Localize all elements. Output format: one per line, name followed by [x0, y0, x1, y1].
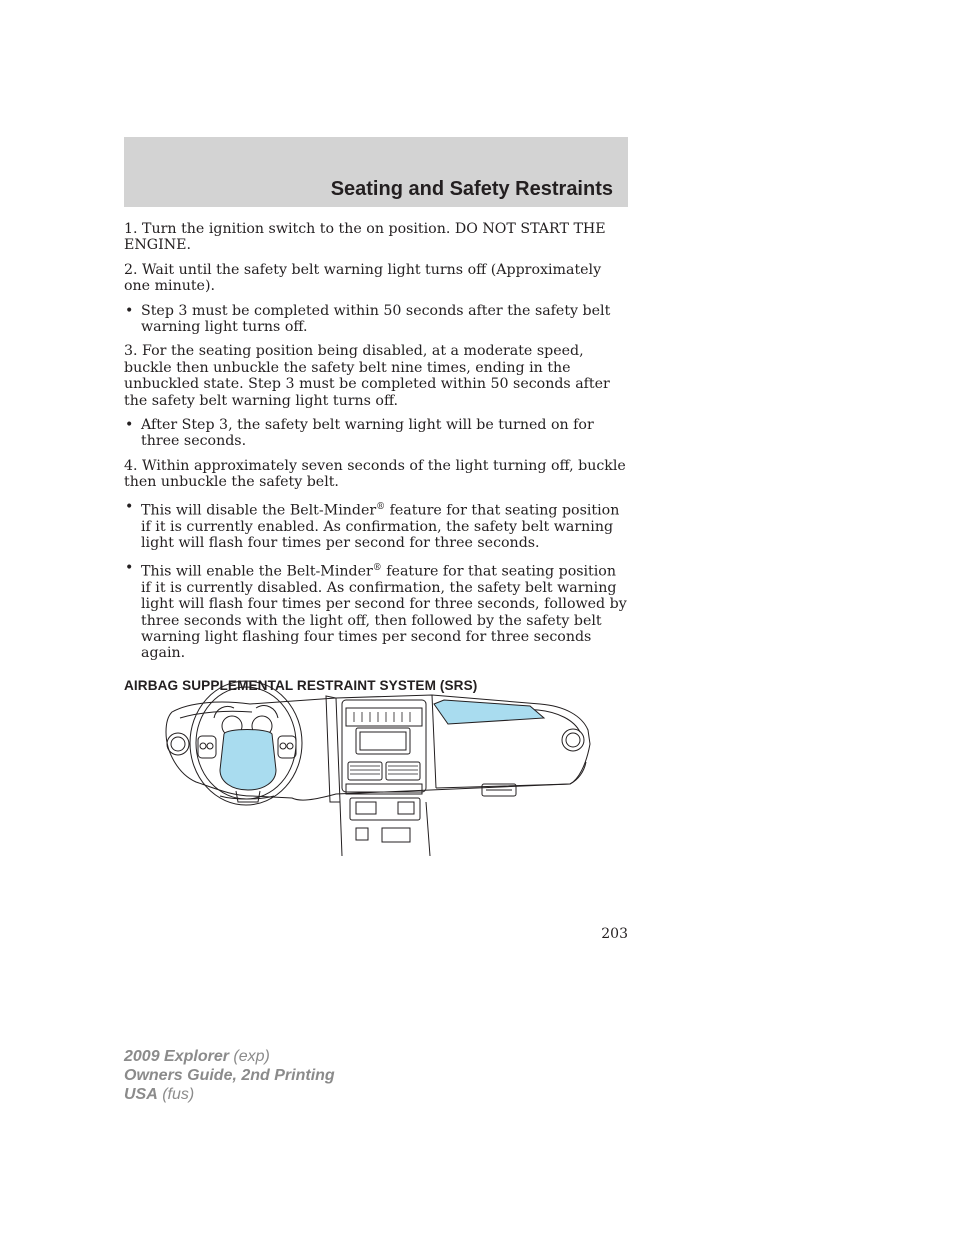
bullet-item — [124, 417, 630, 450]
step-4-paragraph: 4. Within approximately seven seconds of the light turning off, buckle then unbuckle the safety belt. — [124, 457, 626, 491]
bullet-text-pre: This will enable the Belt-Minder — [141, 563, 373, 580]
page-number: 203 — [601, 926, 628, 942]
step-2-paragraph: 2. Wait until the safety belt warning light turns off (Approximately one minute). — [124, 261, 602, 295]
footer — [124, 1047, 335, 1104]
bullet-text-pre: This will disable the Belt-Minder — [141, 502, 377, 519]
footer-model: 2009 Explorer — [124, 1048, 229, 1065]
bullet-glyph: • — [125, 498, 134, 515]
bullet-glyph: • — [125, 417, 134, 434]
body-content — [124, 221, 630, 694]
step-3-paragraph: 3. For the seating position being disabled, at a moderate speed, buckle then unbuckle the safety belt nine times, ending in the unbuckled state. Step 3 must be completed within 50 seconds after the safety belt warning light turns off. — [124, 343, 610, 409]
bullet-text-post: feature for that seating position if it is currently disabled. As confirmation, the safety belt warning light will flash four times per second for three seconds, followed by three seconds with the light off, then followed by the safety belt warning light flashing four times per second for three seconds again. — [141, 563, 627, 662]
bullet-text-post: feature for that seating position if it is currently enabled. As confirmation, the safety belt warning light will flash four times per second for three seconds. — [141, 502, 620, 552]
footer-market-code: (fus) — [157, 1086, 195, 1103]
footer-line-2: Owners Guide, 2nd Printing — [124, 1067, 335, 1084]
step-1-paragraph: 1. Turn the ignition switch to the on position. DO NOT START THE ENGINE. — [124, 221, 606, 254]
bullet-item — [124, 560, 630, 662]
registered-mark: ® — [376, 501, 386, 512]
dashboard-airbag-illustration — [160, 678, 592, 856]
registered-mark: ® — [372, 562, 382, 573]
bullet-item — [124, 499, 630, 552]
bullet-text: Step 3 must be completed within 50 seconds after the safety belt warning light turns off. — [141, 302, 611, 336]
footer-line-3 — [124, 1085, 335, 1104]
footer-line-1 — [124, 1047, 335, 1066]
footer-market: USA — [124, 1086, 158, 1103]
footer-model-code: (exp) — [228, 1048, 270, 1065]
bullet-glyph: • — [125, 302, 134, 319]
bullet-glyph: • — [125, 559, 134, 576]
bullet-text: After Step 3, the safety belt warning light will be turned on for three seconds. — [141, 417, 594, 450]
section-header-band — [124, 137, 628, 207]
bullet-item — [124, 303, 630, 336]
section-title: Seating and Safety Restraints — [330, 178, 613, 200]
airbag-subheading: AIRBAG SUPPLEMENTAL RESTRAINT SYSTEM (SRS) — [124, 677, 478, 693]
